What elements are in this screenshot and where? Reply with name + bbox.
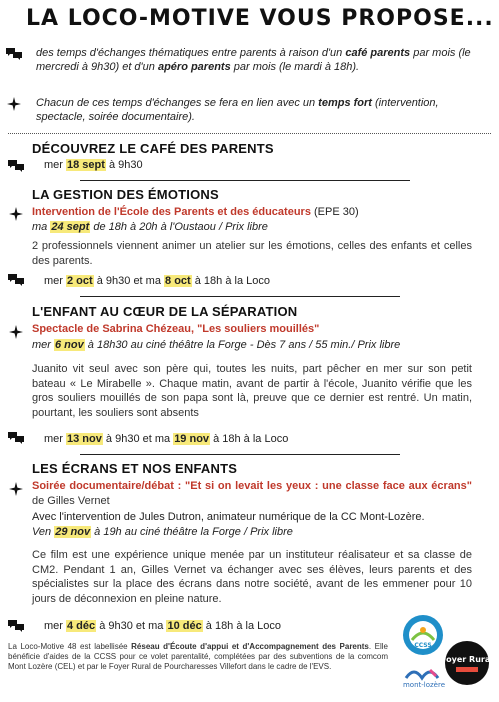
separation-description: Juanito vit seul avec son père qui, toutes les nuits, part pêcher en mer sur son petit bateau « Le Mirabelle ». Chaque matin, avant de partir à l'école, Juanito vérifie que les gros souliers mouillés de son papa sont là, preuve que ce dernier est rentré. Un matin, pourtant, les souliers sont absents [32,363,472,419]
emotions-dates: mer 2 oct à 9h30 et ma 8 oct à 18h à la Loco [44,275,270,287]
intro-paragraph-1: des temps d'échanges thématiques entre parents à raison d'un café parents par mois (le mercredi à 9h30) et d'un apéro parents par mois (le mardi à 18h). [36,47,471,73]
divider [80,296,400,297]
speech-bubbles-icon [8,620,24,632]
divider [80,454,400,455]
speech-bubbles-icon [8,160,24,172]
sparkle-icon [7,97,21,111]
ecrans-event: Soirée documentaire/débat : "Et si on levait les yeux : une classe face aux écrans" de Gilles Vernet [32,480,472,507]
ecrans-description: Ce film est une expérience unique menée par un instituteur réalisateur et sa classe de CM2. Pendant 1 an, Gilles Vernet va échanger avec ses élèves, leurs parents et des spécialistes sur la place des écrans dans notre société, avant de les emmener pour 10 jours de déconnexion en pleine nature. [32,549,472,605]
emotions-event: Intervention de l'École des Parents et des éducateurs (EPE 30) [32,206,359,218]
ecrans-detail: Ven 29 nov à 19h au ciné théâtre la Forge / Prix libre [32,526,293,538]
footer-text: La Loco-Motive 48 est labellisée Réseau d'Écoute d'appui et d'Accompagnement des Parents. Elle bénéficie d'aides de la CCSS pour ce volet parentalité, complétées par des subventions de la comcom Mont Lozère (CEL) et par le Foyer Rural de Pourcharesses Villefort dans le cadre de l'EVS. [8,642,389,671]
ccss-logo-text: CCSS [414,642,432,649]
ccss-logo [402,614,444,656]
emotions-description: 2 professionnels viennent animer un atelier sur les émotions, celles des enfants et celles des parents. [32,240,472,267]
mont-lozere-logo [400,662,448,690]
separation-heading: L'ENFANT AU CŒUR DE LA SÉPARATION [32,304,298,319]
emotions-detail: ma 24 sept de 18h à 20h à l'Oustaou / Prix libre [32,221,268,233]
sparkle-icon [9,482,23,496]
cafe-date: mer 18 sept à 9h30 [44,159,143,171]
separation-detail: mer 6 nov à 18h30 au ciné théâtre la Forge - Dès 7 ans / 55 min./ Prix libre [32,339,401,351]
divider [80,180,410,181]
foyer-rural-logo-text: Foyer Rural [441,655,493,664]
speech-bubbles-icon [8,432,24,444]
sparkle-icon [9,325,23,339]
separation-dates: mer 13 nov à 9h30 et ma 19 nov à 18h à la Loco [44,433,289,445]
sparkle-icon [9,207,23,221]
ecrans-intervention: Avec l'intervention de Jules Dutron, animateur numérique de la CC Mont-Lozère. [32,511,425,523]
separation-event: Spectacle de Sabrina Chézeau, "Les souliers mouillés" [32,323,320,335]
ecrans-heading: LES ÉCRANS ET NOS ENFANTS [32,461,238,476]
dotted-divider [8,133,491,134]
speech-bubbles-icon [6,48,22,60]
mont-lozere-logo-text: mont-lozère [402,681,446,689]
emotions-heading: LA GESTION DES ÉMOTIONS [32,187,219,202]
cafe-heading: DÉCOUVREZ LE CAFÉ DES PARENTS [32,141,274,156]
intro-paragraph-2: Chacun de ces temps d'échanges se fera en lien avec un temps fort (intervention, spectacle, soirée documentaire). [36,97,439,123]
foyer-rural-logo [441,640,493,686]
page-title: LA LOCO-MOTIVE VOUS PROPOSE... [26,6,494,31]
ecrans-dates: mer 4 déc à 9h30 et ma 10 déc à 18h à la Loco [44,620,282,632]
speech-bubbles-icon [8,274,24,286]
